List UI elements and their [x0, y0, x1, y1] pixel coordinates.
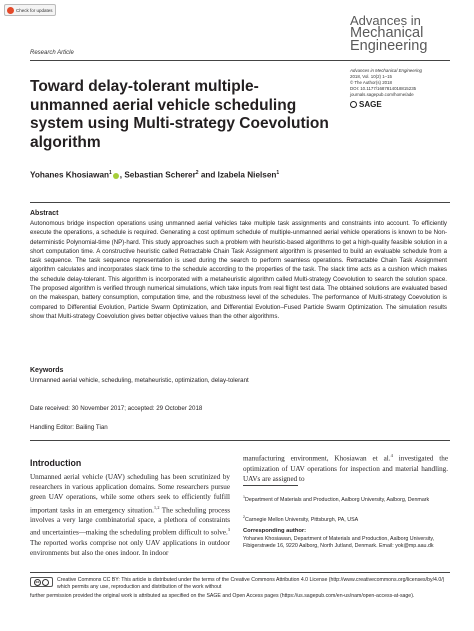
publisher-logo: [350, 100, 382, 109]
footnote-divider: [243, 485, 298, 486]
abstract-divider: [30, 202, 450, 203]
orcid-icon[interactable]: [113, 173, 119, 179]
publisher-name: SAGE: [359, 100, 382, 109]
attribution-icon: [42, 579, 49, 586]
journal-logo-line2: Mechanical: [350, 25, 424, 41]
handling-editor: Handling Editor: Bailing Tian: [30, 424, 108, 431]
affiliation-mark: 1: [109, 170, 112, 176]
affiliation-mark: 1: [276, 170, 280, 176]
author-name: Yohanes Khosiawan: [30, 170, 110, 180]
citation-link[interactable]: 1,2: [153, 504, 160, 510]
paragraph-text: The reported works comprise not only UAV applications in outdoor environments but also the ones indoor. In indoor: [30, 538, 230, 558]
cc-icon: cc: [35, 580, 40, 584]
abstract-heading: Abstract: [30, 210, 59, 217]
copyright: © The Author(s) 2018: [350, 80, 392, 85]
footnote-text: Carnegie Mellon University, Pittsburgh, PA, USA: [245, 516, 359, 523]
corresponding-author-text: Yohanes Khosiawan, Department of Materials and Production, Aalborg University, Fibigerstræde 16, 9220 Aalborg, North Jutland, Denmark. Email: yok@mp.aau.dk: [243, 536, 435, 549]
journal-logo-line3: Engineering: [350, 38, 428, 54]
body-column-right: [243, 451, 448, 484]
abstract-text: Autonomous bridge inspection operations using unmanned aerial vehicles take multiple task assignments and constraints into account. To efficiently execute the operations, a schedule is required. Generating a cost optimum schedule of multiple-unmanned aerial vehicle operations is known to be Non-deterministic Polynomial-time (NP)-hard. This study approaches such a problem with heuristic-based algorithms to get a high-quality feasible solution in a short computation time. A constructive heuristic called Retractable Chain Task Assignment algorithm is presented to build an evaluable schedule from a task sequence. The task sequence representation is used during the search to perform seamless operations. Retractable Chain Task Assignment algorithm calculates and incorporates slack time to the schedule according to the properties of the task. The slack time acts as a cushion which makes the schedule delay-tolerant. This algorithm is incorporated with a metaheuristic algorithm called Multi-strategy Coevolution to search the solution space. The proposed algorithm is verified through numerical simulations, which take inputs from real flight test data. The obtained solutions are evaluated based on the makespan, battery consumption, computation time, and the robustness level of the schedules. The performance of Multi-strategy Coevolution is compared to Differential Evolution, Particle Swarm Optimization, and Differential Evolution–Fused Particle Swarm Optimization. The simulation results show that Multi-strategy Coevolution gives better objective values than the other algorithms.: [30, 220, 447, 320]
author-name: , Sebastian Scherer: [119, 170, 196, 180]
update-icon: [7, 7, 14, 14]
license-text: Creative Commons CC BY: This article is distributed under the terms of the Creative Commons Attribution 4.0 License (http://www.creativecommons.org/licenses/by/4.0/) which permits any use, reproduction and distribution of the work without: [57, 577, 445, 590]
paragraph-text: investigated the optimization of UAV operations for inspection and material handling. UAVs are assigned to: [243, 454, 448, 483]
creative-commons-badge[interactable]: [30, 577, 53, 587]
section-heading: Introduction: [30, 458, 82, 468]
journal-name: Advances in Mechanical Engineering: [350, 68, 423, 73]
header-divider: [30, 60, 450, 61]
article-title: Toward delay-tolerant multiple-unmanned aerial vehicle scheduling system using Multi-strategy Coevolution algorithm: [30, 78, 329, 151]
body-column-left: [30, 472, 230, 558]
corresponding-author-heading: Corresponding author:: [243, 528, 307, 534]
paragraph-text: manufacturing environment, Khosiawan et al.: [243, 454, 391, 463]
article-type: Research Article: [30, 50, 74, 56]
citation-link[interactable]: 4: [390, 453, 393, 458]
journal-metadata: [350, 68, 470, 98]
journal-logo: [350, 14, 470, 53]
footnote-number: 1: [243, 495, 245, 499]
body-divider: [30, 440, 450, 441]
footnote-text: Department of Materials and Production, Aalborg University, Aalborg, Denmark: [245, 496, 430, 503]
affiliation-footnote: [243, 514, 448, 524]
doi-link[interactable]: DOI: 10.1177/1687814018815235: [350, 86, 417, 91]
citation-link[interactable]: 3: [227, 527, 230, 533]
affiliation-footnote: [243, 494, 448, 504]
submission-dates: Date received: 30 November 2017; accepted: 29 October 2018: [30, 405, 203, 412]
paragraph-text: Unmanned aerial vehicle (UAV) scheduling has been scrutinized by researchers in various application domains. Some researchers pursue green UAV operations, while some others seek to efficiently fulfill important tasks in an emergency situation.: [30, 473, 230, 514]
affiliation-mark: 2: [195, 170, 199, 176]
license-text-continued: further permission provided the original work is attributed as specified on the SAGE and Open Access pages (https://us.sagepub.com/en-us/nam/open-access-at-sage).: [30, 593, 415, 599]
check-for-updates-button[interactable]: [4, 4, 56, 16]
journal-url[interactable]: journals.sagepub.com/home/ade: [350, 92, 414, 97]
license-divider: [30, 572, 450, 573]
author-name: and Izabela Nielsen: [198, 170, 277, 180]
volume-info: 2018, Vol. 10(2) 1–15: [350, 74, 392, 79]
author-list: [30, 170, 279, 180]
journal-logo-line1: Advances in: [350, 13, 421, 28]
footnote-number: 2: [243, 515, 245, 519]
sage-icon: [350, 101, 357, 108]
check-for-updates-label: Check for updates: [16, 7, 53, 13]
keywords-text: Unmanned aerial vehicle, scheduling, metaheuristic, optimization, delay-tolerant: [30, 377, 249, 384]
paragraph-text: The scheduling process involves a very large combinatorial space, a plethora of constraints and uncertainties—making the scheduling problem difficult to solve.: [30, 505, 230, 537]
keywords-heading: Keywords: [30, 367, 64, 374]
